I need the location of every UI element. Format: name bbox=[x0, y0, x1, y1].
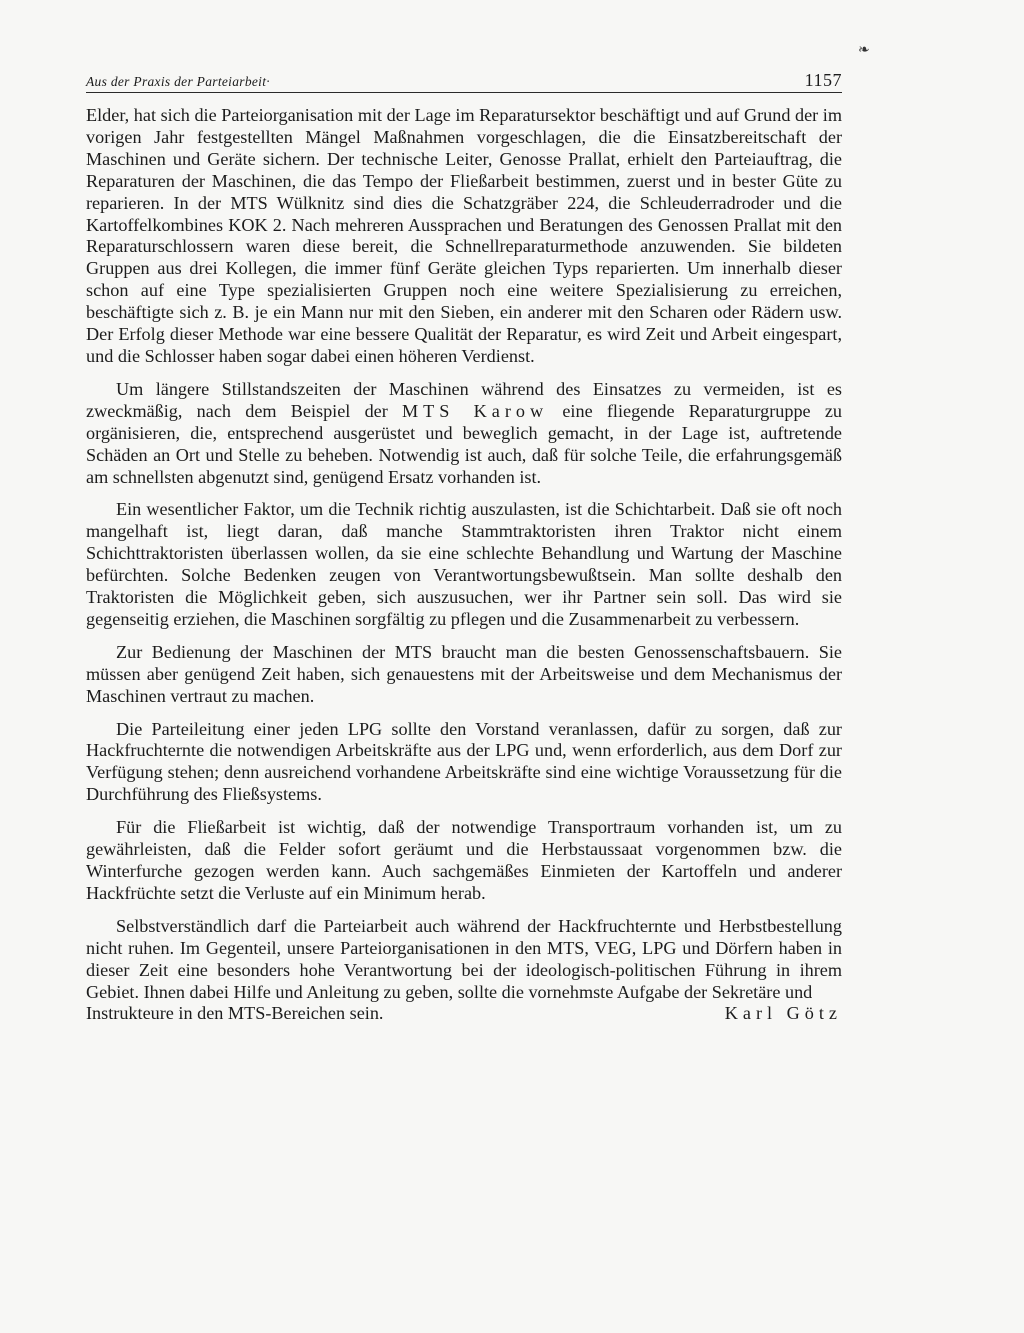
paragraph-7: Selbstverständlich darf die Parteiarbeit auch während der Hackfruchternte und Herbstbestellung nicht ruhen. Im Gegenteil, unsere Parteiorganisationen in den MTS, VEG, LPG und Dörfern haben in dieser Zeit eine besonders hohe Verantwortung bei der ideologisch-politischen Führung in ihrem Gebiet. Ihnen dabei Hilfe und Anleitung zu geben, sollte die vornehmste Aufgabe der Sekretäre und bbox=[86, 915, 842, 1002]
closing-line bbox=[86, 1003, 842, 1025]
section-title: Aus der Praxis der Parteiarbeit· bbox=[86, 74, 270, 89]
paragraph-5: Die Parteileitung einer jeden LPG sollte den Vorstand veranlassen, dafür zu sorgen, daß zur Hackfruchternte die notwendigen Arbeitskräfte aus der LPG und, wenn erforderlich, aus dem Dorf zur Verfügung stehen; denn ausreichend vorhandene Arbeitskräfte sind eine wichtige Voraussetzung für die Durchführung des Fließsystems. bbox=[86, 718, 842, 805]
article-body bbox=[86, 105, 842, 1025]
paragraph-3: Ein wesentlicher Faktor, um die Technik richtig auszulasten, ist die Schichtarbeit. Daß sie oft noch mangelhaft ist, liegt daran, daß manche Stammtraktoristen ihren Traktor nicht einem Schichttraktoristen überlassen wollen, da sie eine schlechte Behandlung und Wartung der Maschine befürchten. Solche Bedenken zeugen von Verantwortungsbewußtsein. Man sollte deshalb den Traktoristen die Möglichkeit geben, sich auszusuchen, wer ihr Partner sein soll. Das wird sie gegenseitig erziehen, die Maschinen sorgfältig zu pflegen und die Zusammenarbeit zu verbessern. bbox=[86, 499, 842, 629]
author-signature: Karl Götz bbox=[724, 1003, 842, 1024]
page-number: 1157 bbox=[804, 70, 842, 90]
paragraph-7-last-line: Instrukteure in den MTS-Bereichen sein. bbox=[86, 1003, 384, 1024]
paragraph-1: Elder, hat sich die Parteiorganisation mit der Lage im Reparatursektor beschäftigt und auf Grund der im vorigen Jahr festgestellten Mängel Maßnahmen vorgeschlagen, die die Einsatzbereitschaft der Maschinen und Geräte sichern. Der technische Leiter, Genosse Prallat, erhielt den Parteiauftrag, die Reparaturen der Maschinen, die das Tempo der Fließarbeit bestimmen, zuerst und in bester Güte zu reparieren. In der MTS Wülknitz sind dies die Schatzgräber 224, die Schleuderradroder und die Kartoffelkombines KOK 2. Nach mehreren Aussprachen und Beratungen des Genossen Prallat mit den Reparaturschlossern waren diese bereit, die Schnellreparaturmethode anzuwenden. Sie bildeten Gruppen aus drei Kollegen, die immer fünf Geräte gleichen Typs reparierten. Um innerhalb dieser schon auf eine Type spezialisierten Gruppen noch eine weitere Spezialisierung zu erreichen, beschäftigte sich z. B. je ein Mann nur mit den Sieben, ein anderer mit den Scharen oder Rädern usw. Der Erfolg dieser Methode war eine bessere Qualität der Reparatur, es wird Zeit und Arbeit eingespart, und die Schlosser haben sogar dabei einen höheren Verdienst. bbox=[86, 105, 842, 366]
paragraph-4: Zur Bedienung der Maschinen der MTS braucht man die besten Genossenschaftsbauern. Sie müssen aber genügend Zeit haben, sich genauestens mit der Arbeitsweise und dem Mechanismus der Maschinen vertraut zu machen. bbox=[86, 641, 842, 706]
paragraph-2-text-after: eine fliegende Reparaturgruppe zu orgänisieren, die, entsprechend ausgerüstet und beweglich gemacht, in der Lage ist, auftretende Schäden an Ort und Stelle zu beheben. Notwendig ist auch, daß für solche Teile, die erfahrungsgemäß am schnellsten abgenutzt sind, genügend Ersatz vorhanden ist. bbox=[86, 400, 842, 487]
paragraph-6: Für die Fließarbeit ist wichtig, daß der notwendige Transportraum vorhanden ist, um zu gewährleisten, daß die Felder sofort geräumt und die Herbstaussaat vorgenommen bzw. die Winterfurche gezogen werden kann. Auch sachgemäßes Einmieten der Kartoffeln und anderer Hackfrüchte setzt die Verluste auf ein Minimum herab. bbox=[86, 817, 842, 903]
corner-ornament-icon: ❧ bbox=[858, 43, 870, 58]
paragraph-2 bbox=[86, 379, 842, 489]
paragraph-2-text-before: Um längere Stillstandszeiten der Maschinen während des Einsatzes zu vermeiden, ist es zweckmäßig, nach dem Beispiel der bbox=[86, 378, 842, 421]
running-header bbox=[86, 58, 842, 93]
highlighted-mts-name: MTS Karow bbox=[402, 400, 549, 421]
document-page bbox=[86, 58, 842, 1025]
